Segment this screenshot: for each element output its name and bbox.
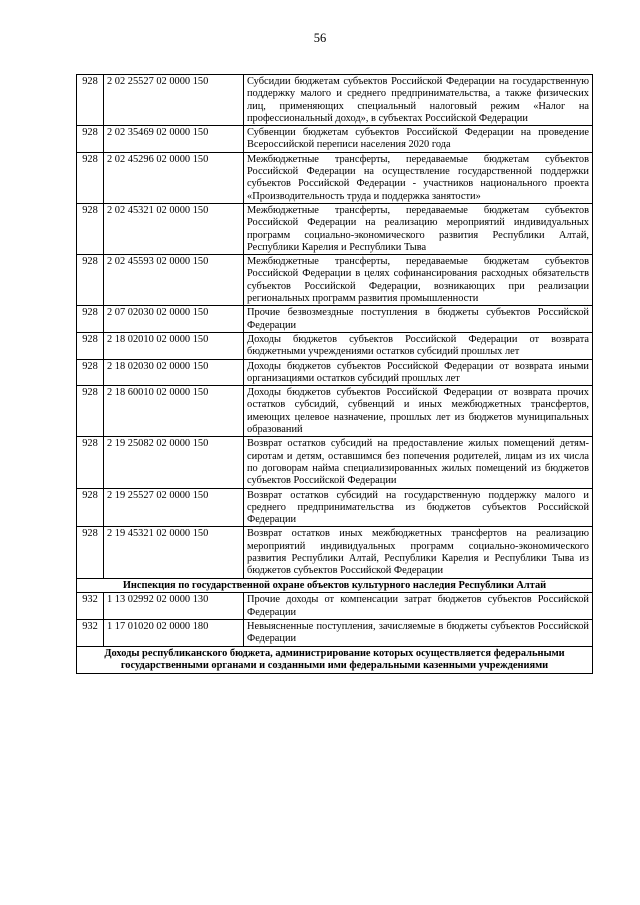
table-row <box>77 386 593 437</box>
admin-code-cell: 928 <box>77 255 104 306</box>
revenue-name-cell: Межбюджетные трансферты, передаваемые бюджетам субъектов Российской Федерации на реализацию мероприятий индивидуальных программ социально-экономического развития Республики Алтай, Республики Карелия и Республики Тыва <box>244 203 593 254</box>
revenue-code-cell: 2 19 45321 02 0000 150 <box>104 527 244 578</box>
admin-code-cell: 928 <box>77 527 104 578</box>
revenue-code-cell: 2 02 45593 02 0000 150 <box>104 255 244 306</box>
revenue-name-cell: Возврат остатков иных межбюджетных трансфертов на реализацию мероприятий индивидуальных программ социально-экономического развития Республики Алтай, Республики Карелия и Республики Тыва из бюджетов субъектов Российской Федерации <box>244 527 593 578</box>
table-row <box>77 126 593 153</box>
section-header-row <box>77 578 593 593</box>
section-header-row <box>77 646 593 674</box>
table-row <box>77 593 593 620</box>
table-row <box>77 359 593 386</box>
table-row <box>77 527 593 578</box>
revenue-name-cell: Невыясненные поступления, зачисляемые в бюджеты субъектов Российской Федерации <box>244 619 593 646</box>
section-header: Доходы республиканского бюджета, администрирование которых осуществляется федеральными государственными органами и созданными ими федеральными казенными учреждениями <box>77 646 593 674</box>
revenue-code-cell: 2 02 35469 02 0000 150 <box>104 126 244 153</box>
admin-code-cell: 928 <box>77 75 104 126</box>
revenue-name-cell: Прочие доходы от компенсации затрат бюджетов субъектов Российской Федерации <box>244 593 593 620</box>
revenue-name-cell: Субсидии бюджетам субъектов Российской Федерации на государственную поддержку малого и среднего предпринимательства, а также физических лиц, применяющих специальный налоговый режим «Налог на профессиональный доход», в субъектах Российской Федерации <box>244 75 593 126</box>
table-row <box>77 488 593 527</box>
table-row <box>77 332 593 359</box>
revenue-codes-table <box>76 74 593 674</box>
revenue-code-cell: 2 02 25527 02 0000 150 <box>104 75 244 126</box>
admin-code-cell: 928 <box>77 359 104 386</box>
revenue-code-cell: 2 18 02010 02 0000 150 <box>104 332 244 359</box>
revenue-name-cell: Межбюджетные трансферты, передаваемые бюджетам субъектов Российской Федерации в целях софинансирования расходных обязательств субъектов Российской Федерации, возникающих при реализации региональных программ развития промышленности <box>244 255 593 306</box>
admin-code-cell: 932 <box>77 619 104 646</box>
admin-code-cell: 928 <box>77 306 104 333</box>
revenue-code-cell: 2 02 45321 02 0000 150 <box>104 203 244 254</box>
revenue-code-cell: 1 13 02992 02 0000 130 <box>104 593 244 620</box>
revenue-code-cell: 2 02 45296 02 0000 150 <box>104 152 244 203</box>
admin-code-cell: 928 <box>77 152 104 203</box>
admin-code-cell: 928 <box>77 488 104 527</box>
admin-code-cell: 928 <box>77 203 104 254</box>
revenue-code-cell: 2 18 60010 02 0000 150 <box>104 386 244 437</box>
table-row <box>77 203 593 254</box>
revenue-code-cell: 2 07 02030 02 0000 150 <box>104 306 244 333</box>
revenue-name-cell: Прочие безвозмездные поступления в бюджеты субъектов Российской Федерации <box>244 306 593 333</box>
revenue-name-cell: Доходы бюджетов субъектов Российской Федерации от возврата иными организациями остатков субсидий прошлых лет <box>244 359 593 386</box>
table-row <box>77 306 593 333</box>
admin-code-cell: 928 <box>77 386 104 437</box>
revenue-name-cell: Доходы бюджетов субъектов Российской Федерации от возврата бюджетными учреждениями остатков субсидий прошлых лет <box>244 332 593 359</box>
table-row <box>77 152 593 203</box>
revenue-name-cell: Межбюджетные трансферты, передаваемые бюджетам субъектов Российской Федерации на осуществление государственной поддержки субъектов Российской Федерации - участников национального проекта «Производительность труда и поддержка занятости» <box>244 152 593 203</box>
revenue-code-cell: 2 19 25082 02 0000 150 <box>104 437 244 488</box>
admin-code-cell: 928 <box>77 437 104 488</box>
table-row <box>77 619 593 646</box>
revenue-code-cell: 2 18 02030 02 0000 150 <box>104 359 244 386</box>
revenue-code-cell: 2 19 25527 02 0000 150 <box>104 488 244 527</box>
page-number: 56 <box>313 31 327 45</box>
table-row <box>77 75 593 126</box>
revenue-name-cell: Возврат остатков субсидий на предоставление жилых помещений детям-сиротам и детям, оставшимся без попечения родителей, лицам из их числа по договорам найма специализированных жилых помещений из бюджетов субъектов Российской Федерации <box>244 437 593 488</box>
revenue-code-cell: 1 17 01020 02 0000 180 <box>104 619 244 646</box>
revenue-name-cell: Возврат остатков субсидий на государственную поддержку малого и среднего предпринимательства из бюджетов субъектов Российской Федерации <box>244 488 593 527</box>
table-row <box>77 437 593 488</box>
admin-code-cell: 932 <box>77 593 104 620</box>
revenue-name-cell: Субвенции бюджетам субъектов Российской Федерации на проведение Всероссийской переписи населения 2020 года <box>244 126 593 153</box>
revenue-name-cell: Доходы бюджетов субъектов Российской Федерации от возврата прочих остатков субсидий, субвенций и иных межбюджетных трансфертов, имеющих целевое назначение, прошлых лет из бюджетов муниципальных образований <box>244 386 593 437</box>
admin-code-cell: 928 <box>77 332 104 359</box>
table-row <box>77 255 593 306</box>
admin-code-cell: 928 <box>77 126 104 153</box>
section-header: Инспекция по государственной охране объектов культурного наследия Республики Алтай <box>77 578 593 593</box>
